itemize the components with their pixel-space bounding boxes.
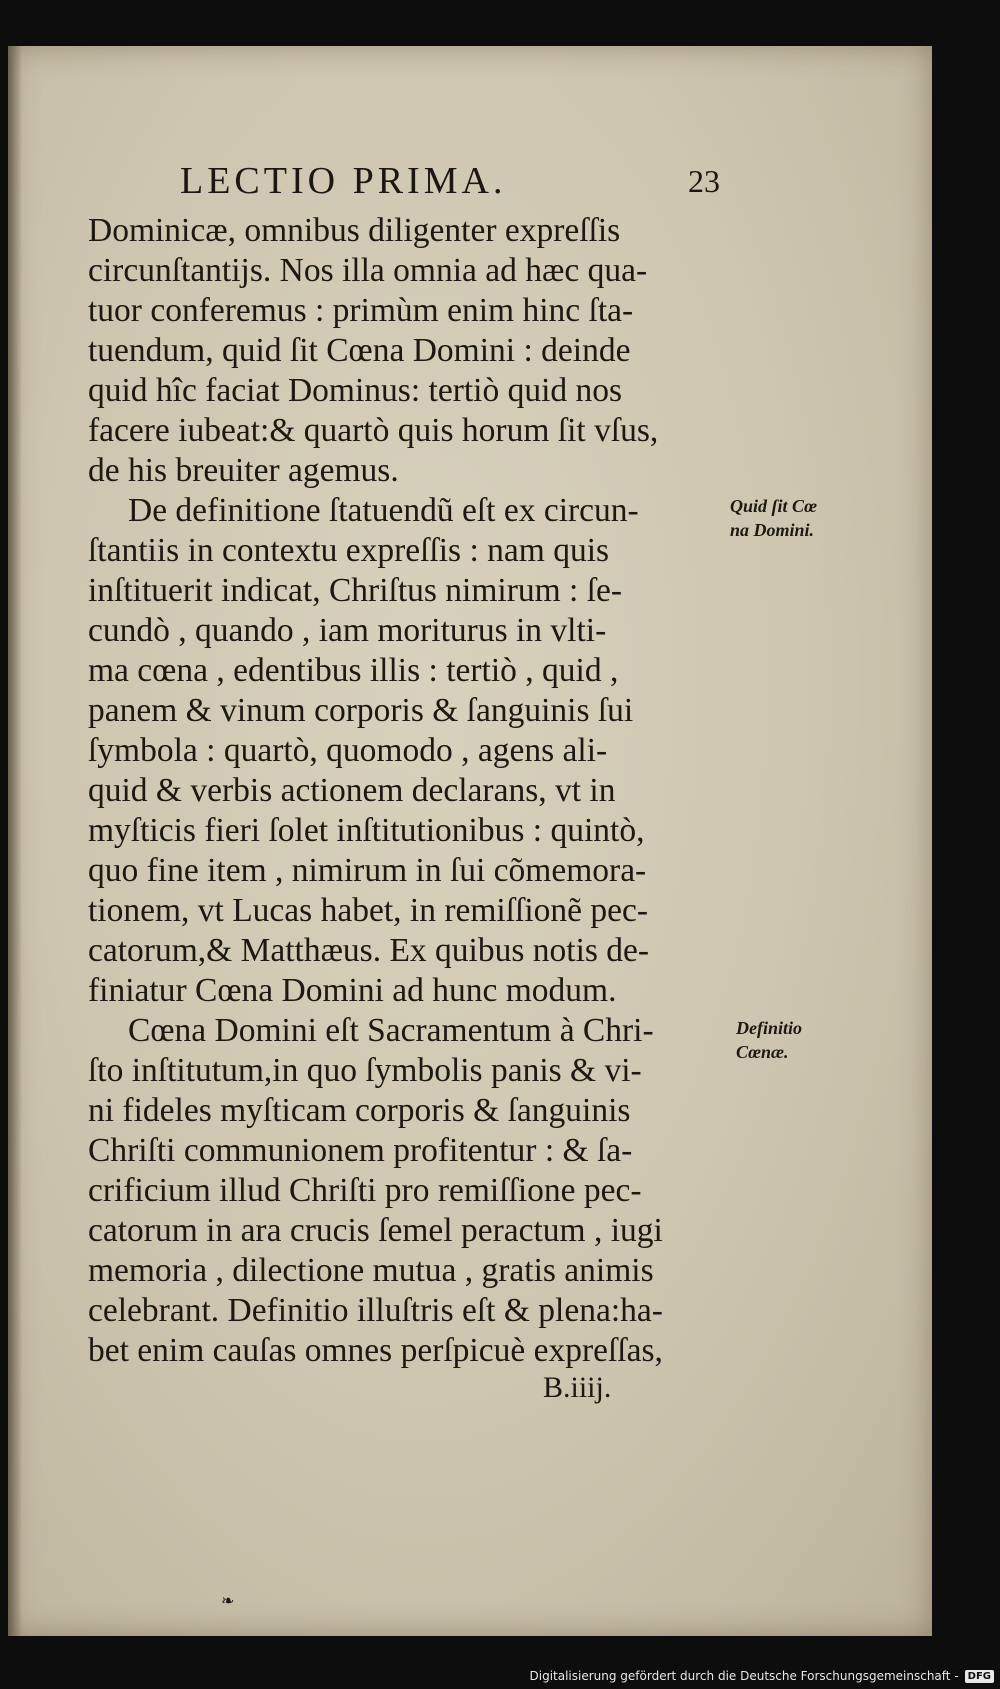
- marginal-line: Definitio: [736, 1018, 802, 1038]
- text-line: panem & vinum corporis & ſanguinis ſui: [88, 692, 634, 729]
- marginal-line: Cœnæ.: [736, 1042, 789, 1062]
- text-line: bet enim cauſas omnes perſpicuè expreſſas,: [88, 1332, 663, 1369]
- paragraph: [88, 1011, 728, 1371]
- marginal-note: [736, 1016, 802, 1064]
- text-line: tuor conferemus : primùm enim hinc ſta-: [88, 292, 634, 329]
- text-line: De definitione ſtatuendũ eſt ex circun-: [128, 492, 639, 529]
- ornament-mark: ❧: [221, 1591, 235, 1610]
- text-line: quid hîc faciat Dominus: tertiò quid nos: [88, 372, 623, 409]
- credit-text: Digitalisierung gefördert durch die Deutsche Forschungsgemeinschaft -: [529, 1669, 959, 1683]
- page-header: [180, 156, 720, 206]
- text-line: facere iubeat:& quartò quis horum ſit vſus,: [88, 412, 659, 449]
- text-line: catorum,& Matthæus. Ex quibus notis de-: [88, 932, 650, 969]
- text-line: celebrant. Definitio illuſtris eſt & plena:ha-: [88, 1292, 663, 1329]
- paragraph: [88, 491, 728, 1011]
- text-line: finiatur Cœna Domini ad hunc modum.: [88, 972, 617, 1009]
- text-line: Chriſti communionem profitentur : & ſa-: [88, 1132, 633, 1169]
- text-line: cundò , quando , iam moriturus in vlti-: [88, 612, 607, 649]
- text-line: crificium illud Chriſti pro remiſſione pec-: [88, 1172, 642, 1209]
- text-line: Dominicæ, omnibus diligenter expreſſis: [88, 212, 621, 249]
- marginal-line: Quid ſit Cœ: [730, 496, 818, 516]
- text-line: circunſtantijs. Nos illa omnia ad hæc qua-: [88, 252, 648, 289]
- text-line: ſto inſtitutum,in quo ſymbolis panis & vi-: [88, 1052, 642, 1089]
- text-line: ma cœna , edentibus illis : tertiò , quid ,: [88, 652, 619, 689]
- page-number: 23: [688, 163, 720, 199]
- text-line: de his breuiter agemus.: [88, 452, 399, 489]
- text-line: Cœna Domini eſt Sacramentum à Chri-: [128, 1012, 654, 1049]
- marginal-note: [730, 494, 817, 542]
- marginal-line: na Domini.: [730, 520, 815, 540]
- text-line: memoria , dilectione mutua , gratis animis: [88, 1252, 654, 1289]
- text-line: ſtantiis in contextu expreſſis : nam quis: [88, 532, 610, 569]
- book-page: [8, 46, 932, 1636]
- text-line: myſticis fieri ſolet inſtitutionibus : quintò,: [88, 812, 645, 849]
- paragraph: [88, 211, 728, 491]
- text-line: tuendum, quid ſit Cœna Domini : deinde: [88, 332, 631, 369]
- text-line: ni fideles myſticam corporis & ſanguinis: [88, 1092, 631, 1129]
- body-text: [88, 211, 728, 1371]
- text-line: catorum in ara crucis ſemel peractum , iugi: [88, 1212, 663, 1249]
- signature-mark: B.iiij.: [543, 1371, 612, 1404]
- text-line: quid & verbis actionem declarans, vt in: [88, 772, 616, 809]
- dfg-logo: DFG: [965, 1670, 994, 1683]
- footer-credit: [530, 1665, 995, 1687]
- text-line: ſymbola : quartò, quomodo , agens ali-: [88, 732, 608, 769]
- running-title: LECTIO PRIMA.: [180, 160, 507, 202]
- text-line: quo fine item , nimirum in ſui cõmemora-: [88, 852, 647, 889]
- text-line: tionem, vt Lucas habet, in remiſſionẽ pec-: [88, 892, 649, 929]
- text-line: inſtituerit indicat, Chriſtus nimirum : ſe-: [88, 572, 623, 609]
